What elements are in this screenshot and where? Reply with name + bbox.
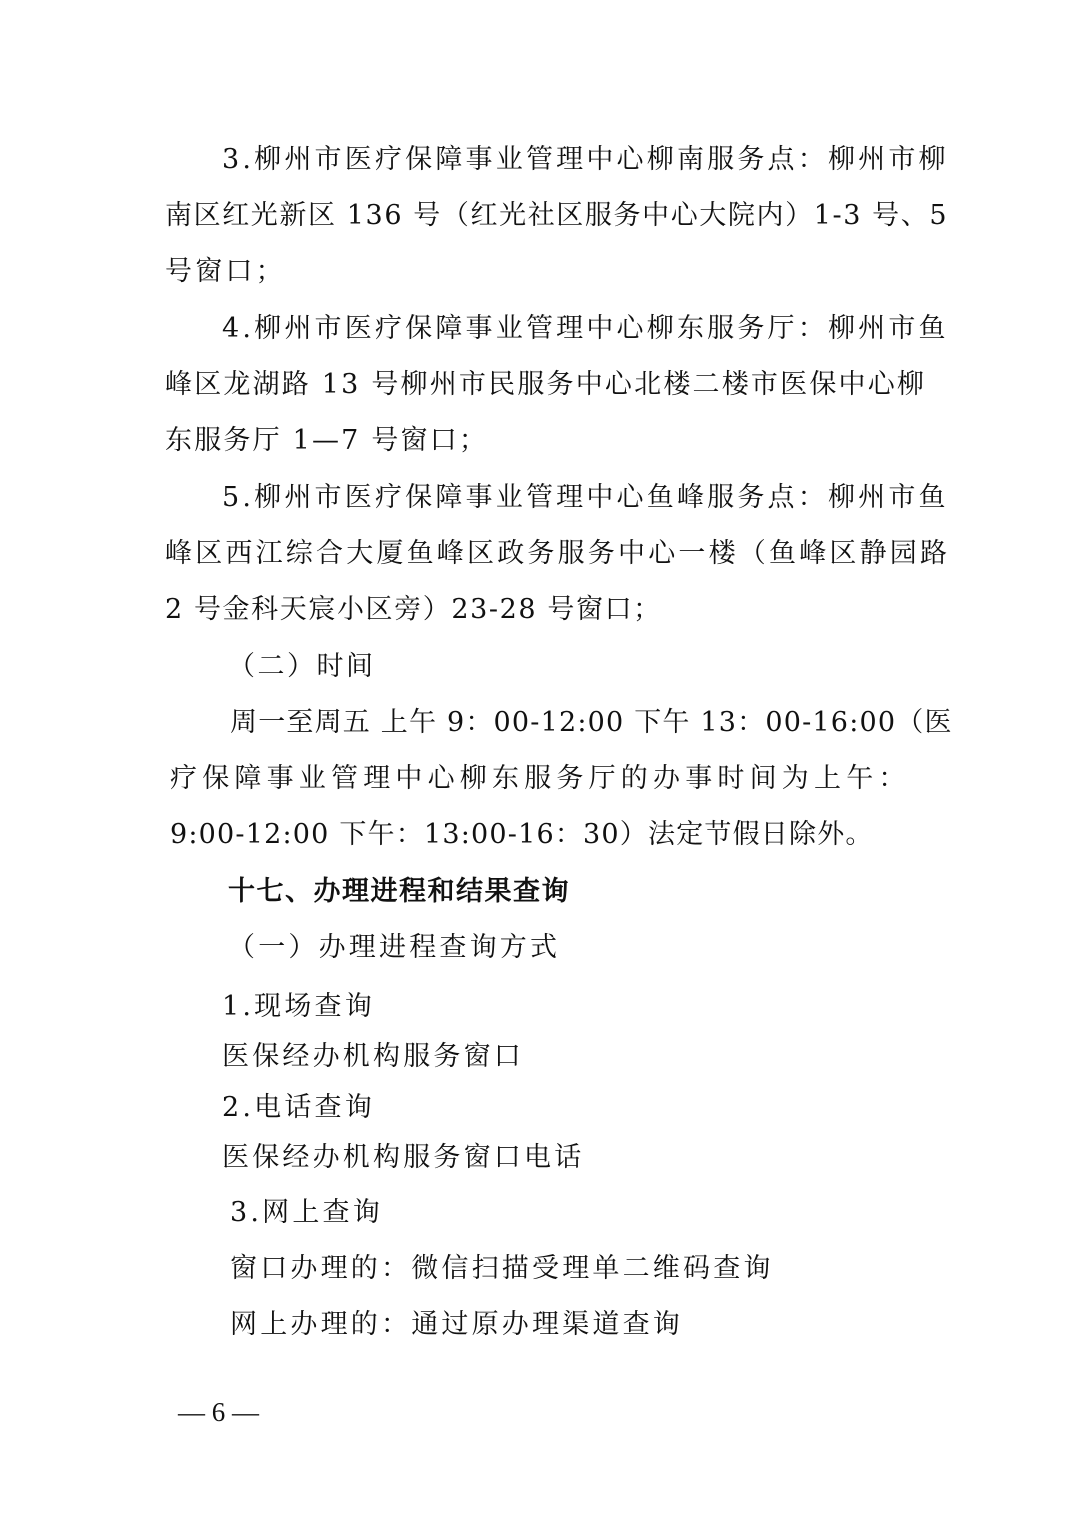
text-line: 南区红光新区 136 号（红光社区服务中心大院内）1-3 号、5	[165, 200, 949, 231]
text-line: 医保经办机构服务窗口	[222, 1041, 524, 1072]
text-line: 2 号金科天宸小区旁）23-28 号窗口；	[165, 594, 662, 625]
list-item: 1.现场查询	[222, 991, 375, 1022]
text-line: 网上办理的：通过原办理渠道查询	[230, 1309, 683, 1340]
text-line: 峰区龙湖路 13 号柳州市民服务中心北楼二楼市医保中心柳	[165, 369, 927, 400]
text-line: 峰区西江综合大厦鱼峰区政务服务中心一楼（鱼峰区静园路	[165, 538, 951, 569]
text-line: 3.柳州市医疗保障事业管理中心柳南服务点：柳州市柳	[222, 144, 949, 175]
text-line: 9:00-12:00 下午：13:00-16：30）法定节假日除外。	[170, 819, 874, 850]
section-heading: （二）时间	[228, 651, 376, 682]
text-line: 疗保障事业管理中心柳东服务厅的办事时间为上午：	[170, 763, 911, 794]
text-line: 4.柳州市医疗保障事业管理中心柳东服务厅：柳州市鱼	[222, 313, 949, 344]
text-line: 东服务厅 1—7 号窗口；	[165, 425, 489, 456]
list-item: 3.网上查询	[230, 1197, 383, 1228]
list-item: 2.电话查询	[222, 1092, 375, 1123]
page-number: — 6 —	[178, 1397, 259, 1427]
text-line: 5.柳州市医疗保障事业管理中心鱼峰服务点：柳州市鱼	[222, 482, 949, 513]
section-heading: （一）办理进程查询方式	[228, 932, 561, 963]
text-line: 医保经办机构服务窗口电话	[222, 1142, 585, 1173]
text-line: 周一至周五 上午 9：00-12:00 下午 13：00-16:00（医	[230, 707, 953, 738]
text-line: 号窗口；	[165, 256, 286, 287]
chapter-heading: 十七、办理进程和结果查询	[228, 876, 570, 907]
text-line: 窗口办理的：微信扫描受理单二维码查询	[230, 1253, 774, 1284]
